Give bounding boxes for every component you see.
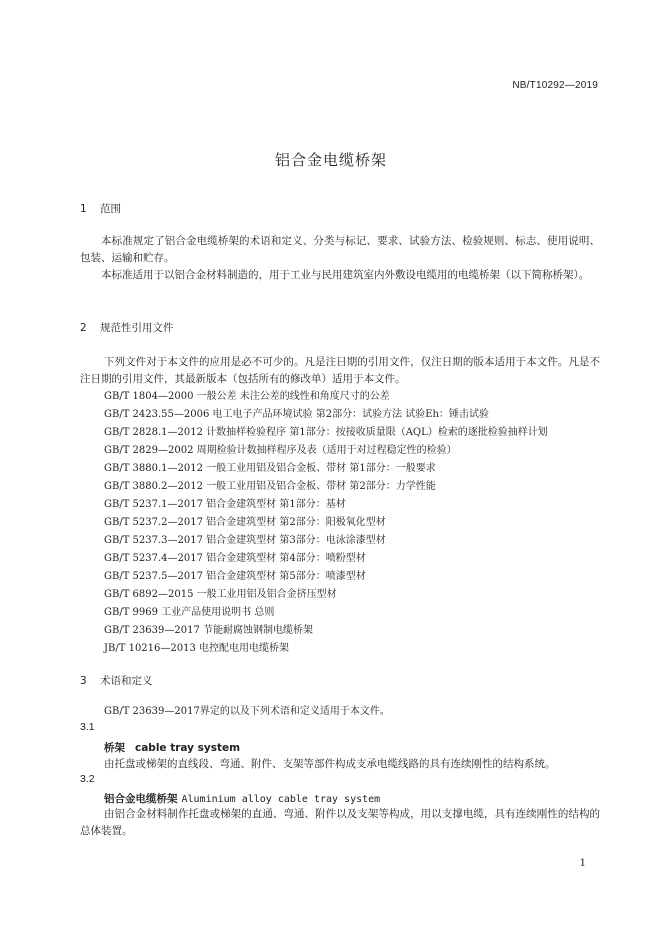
section-1-paragraph-1: 本标准规定了铝合金电缆桥架的术语和定义、分类与标记、要求、试验方法、检验规则、标志、使用说明、包装、运输和贮存。 (80, 235, 600, 264)
term-english: cable tray system (135, 742, 241, 754)
section-number: 2 (80, 322, 87, 334)
term-heading (104, 791, 380, 806)
document-number: NB/T10292—2019 (512, 80, 598, 91)
reference-item: GB/T 23639—2017 节能耐腐蚀钢制电缆桥架 (104, 625, 313, 636)
term-number: 3.1 (80, 721, 95, 733)
section-number: 1 (80, 203, 87, 215)
reference-item: GB/T 6892—2015 一般工业用铝及铝合金挤压型材 (104, 589, 337, 600)
section-3-heading (80, 673, 153, 688)
reference-item: GB/T 5237.1—2017 铝合金建筑型材 第1部分：基材 (104, 499, 346, 510)
term-definition: 由铝合金材料制作托盘或梯架的直通、弯通、附件以及支架等构成，用以支撑电缆，具有连续刚性的结构的总体装置。 (80, 808, 600, 837)
reference-item: JB/T 10216—2013 电控配电用电缆桥架 (104, 643, 290, 654)
reference-item: GB/T 5237.3—2017 铝合金建筑型材 第3部分：电泳涂漆型材 (104, 535, 386, 546)
section-1-heading (80, 201, 121, 216)
reference-item: GB/T 1804—2000 一般公差 未注公差的线性和角度尺寸的公差 (104, 391, 390, 402)
reference-item: GB/T 5237.4—2017 铝合金建筑型材 第4部分：喷粉型材 (104, 553, 366, 564)
term-definition: 由托盘或梯架的直线段、弯通、附件、支架等部件构成支承电缆线路的具有连续刚性的结构系统。 (104, 758, 556, 770)
term-chinese: 铝合金电缆桥架 (104, 793, 178, 805)
reference-item: GB/T 2828.1—2012 计数抽样检验程序 第1部分：按接收质量限（AQL）检索的逐批检验抽样计划 (104, 427, 548, 438)
section-2-heading (80, 320, 174, 335)
page-title: 铝合金电缆桥架 (274, 151, 387, 169)
reference-item: GB/T 5237.2—2017 铝合金建筑型材 第2部分：阳极氧化型材 (104, 517, 386, 528)
term-number: 3.2 (80, 773, 95, 785)
reference-item: GB/T 2829—2002 周期检验计数抽样程序及表（适用于对过程稳定性的检验） (104, 445, 457, 456)
reference-item: GB/T 5237.5—2017 铝合金建筑型材 第5部分：喷漆型材 (104, 571, 366, 582)
section-number: 3 (80, 675, 87, 687)
section-title: 范围 (100, 203, 121, 215)
section-3-intro: GB/T 23639—2017界定的以及下列术语和定义适用于本文件。 (104, 706, 390, 717)
term-heading (104, 740, 240, 755)
reference-item: GB/T 3880.1—2012 一般工业用铝及铝合金板、带材 第1部分：一般要求 (104, 463, 436, 474)
term-chinese: 桥架 (104, 742, 125, 754)
reference-item: GB/T 3880.2—2012 一般工业用铝及铝合金板、带材 第2部分：力学性能 (104, 481, 436, 492)
term-english: Aluminium alloy cable tray system (181, 794, 381, 805)
section-title: 规范性引用文件 (100, 322, 174, 334)
section-1-paragraph-2: 本标准适用于以铝合金材料制造的，用于工业与民用建筑室内外敷设电缆用的电缆桥架（以下简称桥架）。 (101, 269, 590, 281)
section-2-intro: 下列文件对于本文件的应用是必不可少的。凡是注日期的引用文件，仅注日期的版本适用于本文件。凡是不注日期的引用文件，其最新版本（包括所有的修改单）适用于本文件。 (80, 356, 600, 385)
reference-item: GB/T 2423.55—2006 电工电子产品环境试验 第2部分：试验方法 试验Eh：锤击试验 (104, 409, 489, 420)
section-title: 术语和定义 (100, 675, 153, 687)
reference-item: GB/T 9969 工业产品使用说明书 总则 (104, 607, 275, 618)
page-number: 1 (579, 858, 586, 869)
